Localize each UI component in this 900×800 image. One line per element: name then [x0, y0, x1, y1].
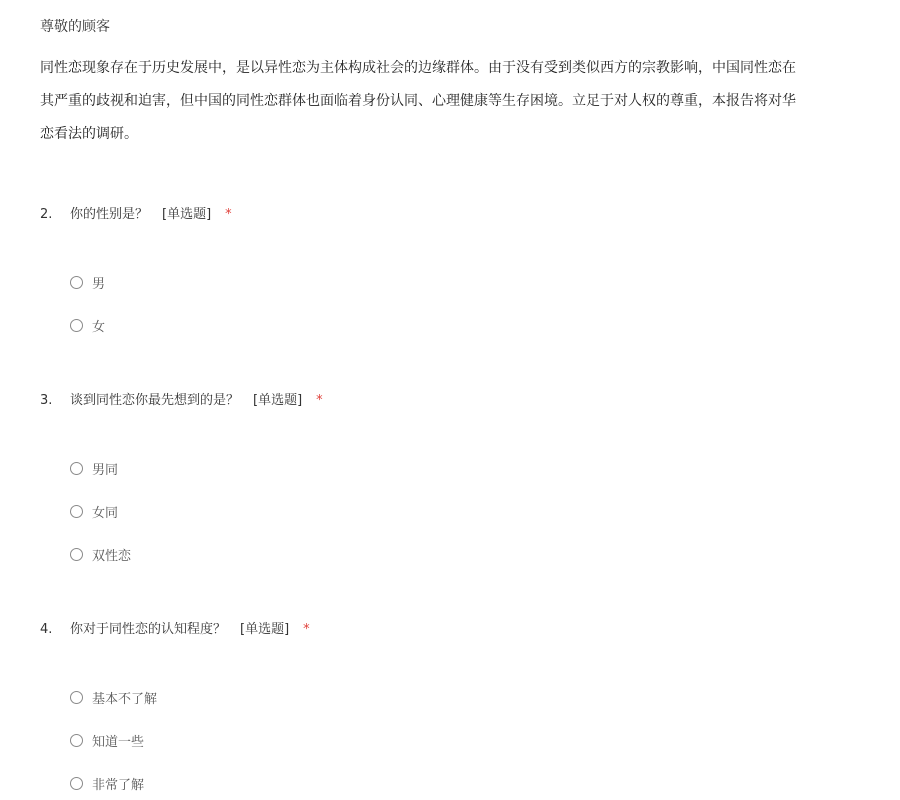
question-type-tag: [单选题] — [253, 393, 303, 408]
option-label: 双性恋 — [92, 549, 132, 564]
radio-button[interactable] — [70, 548, 83, 561]
option-male[interactable] — [70, 273, 105, 292]
option-label: 男 — [92, 277, 106, 292]
intro-paragraph — [40, 52, 900, 151]
question-text: 你对于同性恋的认知程度？ — [70, 622, 227, 637]
question-2-title — [40, 203, 232, 222]
radio-button[interactable] — [70, 505, 83, 518]
question-3-title — [40, 389, 323, 408]
option-female[interactable] — [70, 316, 105, 335]
radio-button[interactable] — [70, 462, 83, 475]
question-number: 2. — [40, 207, 53, 222]
question-type-tag: [单选题] — [162, 207, 212, 222]
option-bisexual[interactable] — [70, 545, 131, 564]
option-very-familiar[interactable] — [70, 774, 144, 793]
option-basically-unaware[interactable] — [70, 688, 157, 707]
question-4-title — [40, 618, 310, 637]
intro-line: 恋看法的调研。 — [40, 126, 138, 142]
required-marker: * — [316, 393, 323, 408]
question-number: 3. — [40, 393, 53, 408]
radio-button[interactable] — [70, 319, 83, 332]
option-label: 女同 — [92, 506, 119, 521]
question-type-tag: [单选题] — [240, 622, 290, 637]
radio-button[interactable] — [70, 734, 83, 747]
question-text: 谈到同性恋你最先想到的是？ — [70, 393, 240, 408]
option-label: 非常了解 — [92, 778, 145, 793]
option-know-some[interactable] — [70, 731, 144, 750]
required-marker: * — [303, 622, 310, 637]
radio-button[interactable] — [70, 691, 83, 704]
option-label: 知道一些 — [92, 735, 145, 750]
option-gay[interactable] — [70, 459, 118, 478]
question-number: 4. — [40, 622, 53, 637]
option-label: 女 — [92, 320, 106, 335]
option-label: 基本不了解 — [92, 692, 158, 707]
option-label: 男同 — [92, 463, 119, 478]
radio-button[interactable] — [70, 777, 83, 790]
radio-button[interactable] — [70, 276, 83, 289]
option-lesbian[interactable] — [70, 502, 118, 521]
intro-line: 其严重的歧视和迫害，但中国的同性恋群体也面临着身份认同、心理健康等生存困境。立足于对人权的尊重，本报告将对华 — [40, 93, 796, 109]
greeting-text: 尊敬的顾客 — [40, 19, 110, 35]
intro-line: 同性恋现象存在于历史发展中，是以异性恋为主体构成社会的边缘群体。由于没有受到类似西方的宗教影响，中国同性恋在 — [40, 60, 796, 76]
required-marker: * — [225, 207, 232, 222]
question-text: 你的性别是？ — [70, 207, 149, 222]
